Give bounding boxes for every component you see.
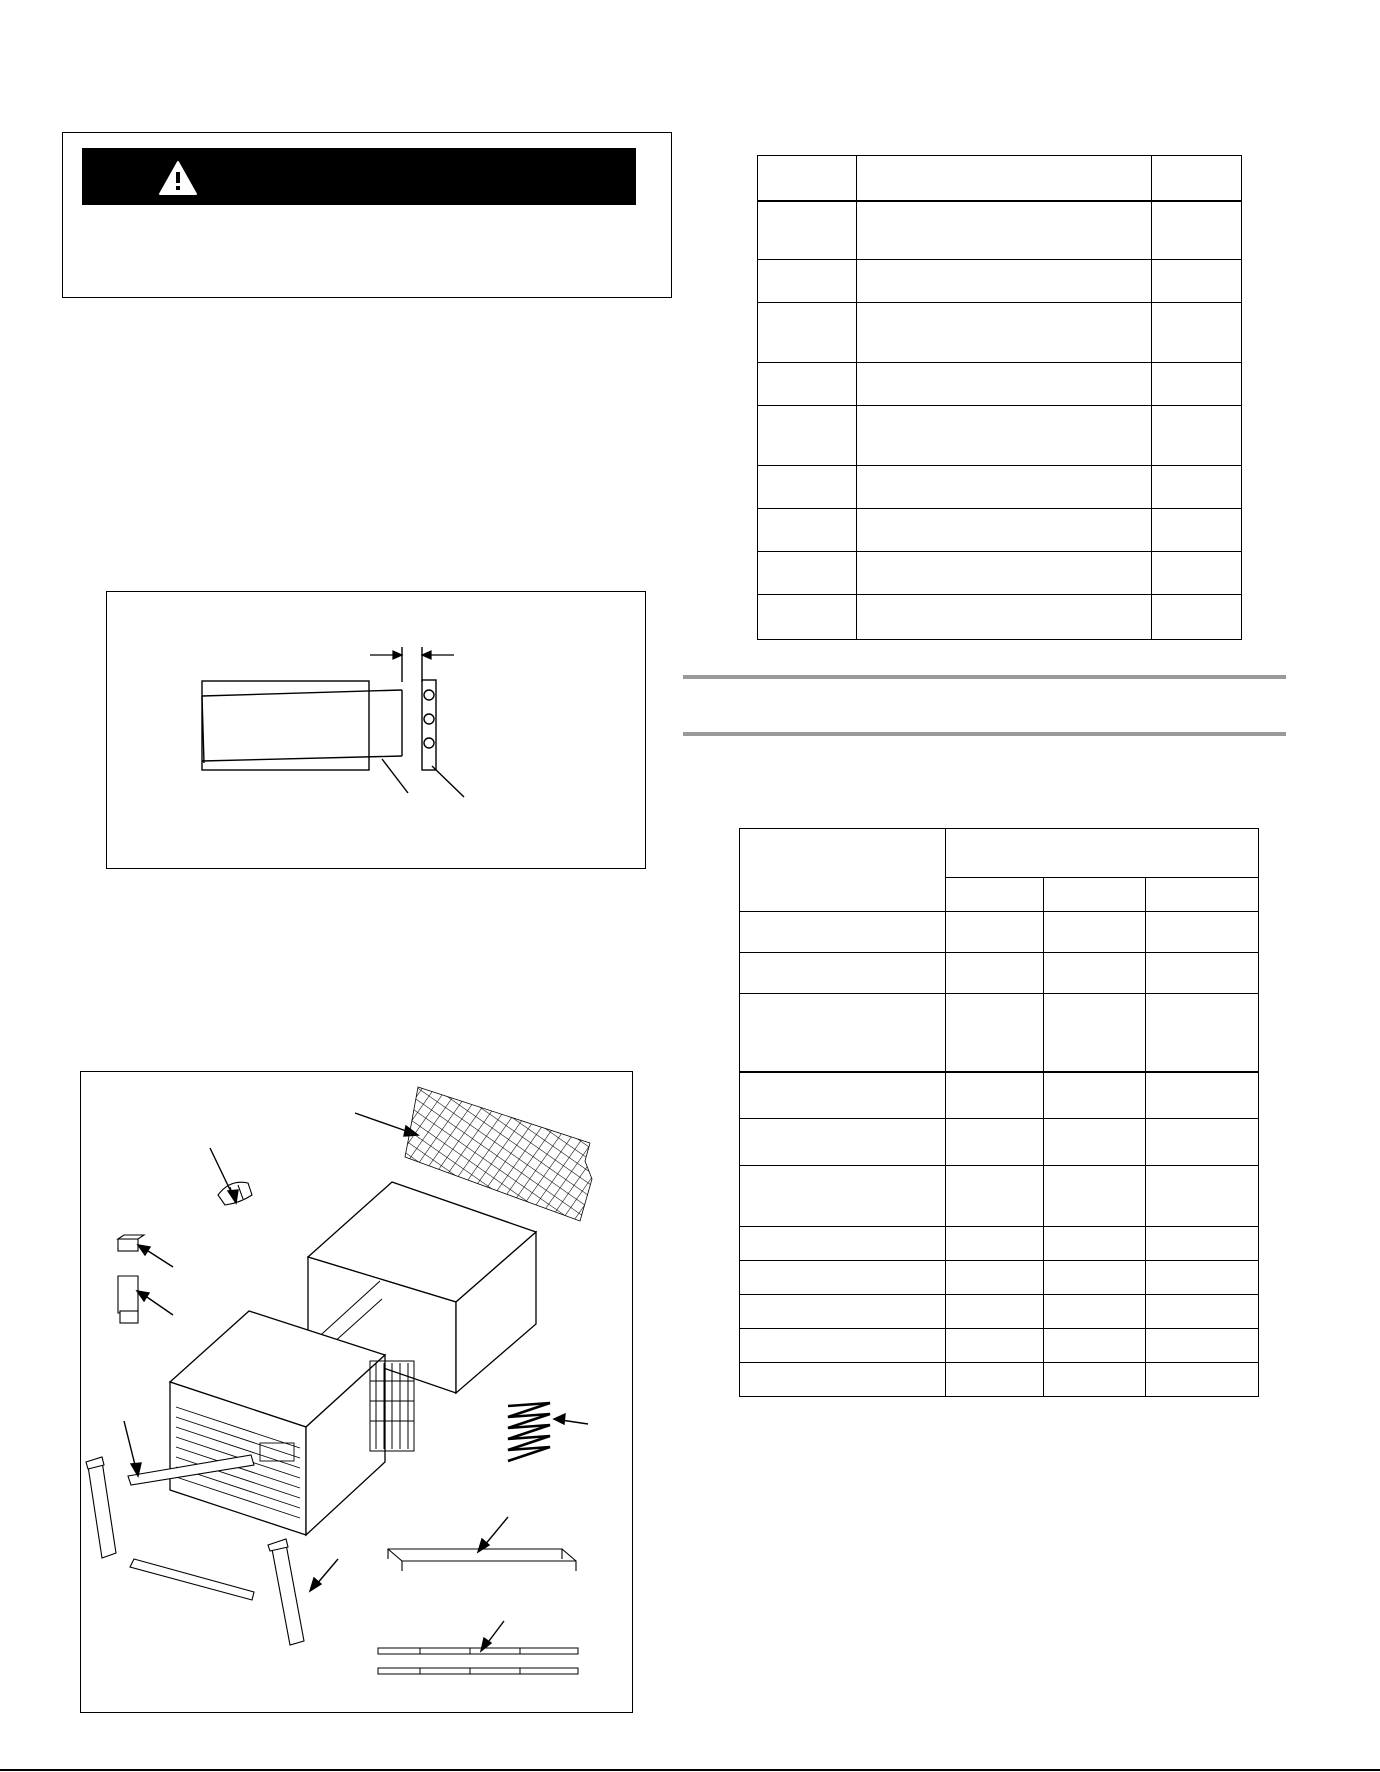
- table-row: [740, 1295, 1259, 1329]
- table-cell: [945, 912, 1044, 953]
- table-cell: [1152, 406, 1242, 466]
- parts-col-header: [1152, 156, 1242, 201]
- table-cell: [1152, 260, 1242, 303]
- table-cell: [1044, 1295, 1146, 1329]
- table-cell: [945, 994, 1044, 1072]
- table-cell: [758, 363, 857, 406]
- table-row: [740, 1072, 1259, 1119]
- table-cell: [740, 953, 946, 994]
- table-row: [758, 201, 1242, 260]
- table-cell: [758, 260, 857, 303]
- table-cell: [758, 466, 857, 509]
- table-cell: [1044, 1227, 1146, 1261]
- table-row: [740, 994, 1259, 1072]
- table-cell: [1044, 912, 1146, 953]
- parts-col-header: [758, 156, 857, 201]
- table-row: [758, 466, 1242, 509]
- table-cell: [945, 1166, 1044, 1227]
- table-cell: [740, 994, 946, 1072]
- table-row: [740, 1119, 1259, 1166]
- table-row: [740, 1166, 1259, 1227]
- warning-body: [82, 215, 636, 285]
- table-cell: [945, 1363, 1044, 1397]
- table-cell: [740, 1119, 946, 1166]
- spec-header-cell: [945, 829, 1258, 878]
- sleeve-bottom-edge: [202, 756, 402, 761]
- chassis-unit: [170, 1311, 385, 1535]
- spec-header-cell: [740, 829, 946, 912]
- table-cell: [945, 1261, 1044, 1295]
- table-cell: [1152, 363, 1242, 406]
- table-cell: [945, 953, 1044, 994]
- table-cell: [740, 1295, 946, 1329]
- table-row: [758, 303, 1242, 363]
- bottom-rail: [130, 1559, 254, 1600]
- table-row: [740, 1261, 1259, 1295]
- table-row: [740, 1329, 1259, 1363]
- table-cell: [758, 303, 857, 363]
- table-cell: [1146, 1261, 1259, 1295]
- table-cell: [1146, 994, 1259, 1072]
- table-row: [758, 595, 1242, 640]
- table-cell: [758, 201, 857, 260]
- table-cell: [1044, 1119, 1146, 1166]
- table-row: [758, 260, 1242, 303]
- warning-triangle-icon: [158, 160, 198, 196]
- sleeve-outline: [202, 681, 369, 770]
- footer-rule: [0, 1769, 1380, 1771]
- table-cell: [740, 1166, 946, 1227]
- table-cell: [856, 406, 1151, 466]
- sleeve-top-edge: [202, 690, 402, 696]
- exploded-parts-diagram: [80, 1071, 633, 1713]
- table-cell: [1044, 1072, 1146, 1119]
- clearance-diagram: [106, 591, 646, 869]
- spec-subheader-cell: [945, 878, 1044, 912]
- table-cell: [740, 1227, 946, 1261]
- table-cell: [1044, 953, 1146, 994]
- table-cell: [1146, 1072, 1259, 1119]
- table-cell: [1152, 201, 1242, 260]
- accordion-curtain: [508, 1403, 550, 1461]
- table-cell: [758, 595, 857, 640]
- table-cell: [1152, 552, 1242, 595]
- spec-subheader-cell: [1044, 878, 1146, 912]
- table-cell: [1146, 1363, 1259, 1397]
- table-cell: [856, 552, 1151, 595]
- rail-strips: [378, 1648, 578, 1674]
- table-cell: [1044, 1166, 1146, 1227]
- table-cell: [1044, 1363, 1146, 1397]
- table-cell: [1152, 466, 1242, 509]
- table-cell: [758, 552, 857, 595]
- table-cell: [856, 363, 1151, 406]
- parts-table-header: [758, 156, 1242, 201]
- spec-table: [739, 828, 1259, 1397]
- table-cell: [1044, 994, 1146, 1072]
- section-rule-top: [683, 675, 1286, 679]
- table-cell: [856, 260, 1151, 303]
- left-side-frame: [88, 1461, 116, 1558]
- table-cell: [945, 1227, 1044, 1261]
- table-cell: [1152, 303, 1242, 363]
- table-cell: [758, 406, 857, 466]
- table-cell: [1152, 509, 1242, 552]
- table-cell: [740, 1261, 946, 1295]
- table-cell: [1152, 595, 1242, 640]
- table-cell: [1044, 1261, 1146, 1295]
- table-row: [758, 363, 1242, 406]
- table-cell: [1146, 912, 1259, 953]
- table-cell: [1146, 1227, 1259, 1261]
- table-cell: [1146, 953, 1259, 994]
- table-cell: [740, 1072, 946, 1119]
- support-brackets: [388, 1549, 576, 1571]
- table-cell: [945, 1295, 1044, 1329]
- table-cell: [945, 1119, 1044, 1166]
- table-row: [740, 1227, 1259, 1261]
- table-cell: [1146, 1166, 1259, 1227]
- table-cell: [1044, 1329, 1146, 1363]
- table-cell: [856, 509, 1151, 552]
- table-cell: [856, 303, 1151, 363]
- table-row: [740, 912, 1259, 953]
- table-cell: [1146, 1329, 1259, 1363]
- parts-col-header: [856, 156, 1151, 201]
- table-cell: [740, 1329, 946, 1363]
- table-cell: [740, 912, 946, 953]
- table-cell: [856, 595, 1151, 640]
- table-cell: [740, 1363, 946, 1397]
- section-rule-bottom: [683, 732, 1286, 736]
- table-row: [758, 406, 1242, 466]
- table-row: [758, 509, 1242, 552]
- table-row: [758, 552, 1242, 595]
- table-cell: [945, 1072, 1044, 1119]
- parts-table: [757, 155, 1242, 640]
- table-row: [740, 953, 1259, 994]
- spec-subheader-cell: [1146, 878, 1259, 912]
- right-side-frame: [272, 1544, 304, 1645]
- table-cell: [856, 201, 1151, 260]
- table-row: [740, 1363, 1259, 1397]
- table-cell: [1146, 1119, 1259, 1166]
- table-cell: [758, 509, 857, 552]
- table-cell: [945, 1329, 1044, 1363]
- spec-table-header: [740, 829, 1259, 878]
- table-cell: [1146, 1295, 1259, 1329]
- table-cell: [856, 466, 1151, 509]
